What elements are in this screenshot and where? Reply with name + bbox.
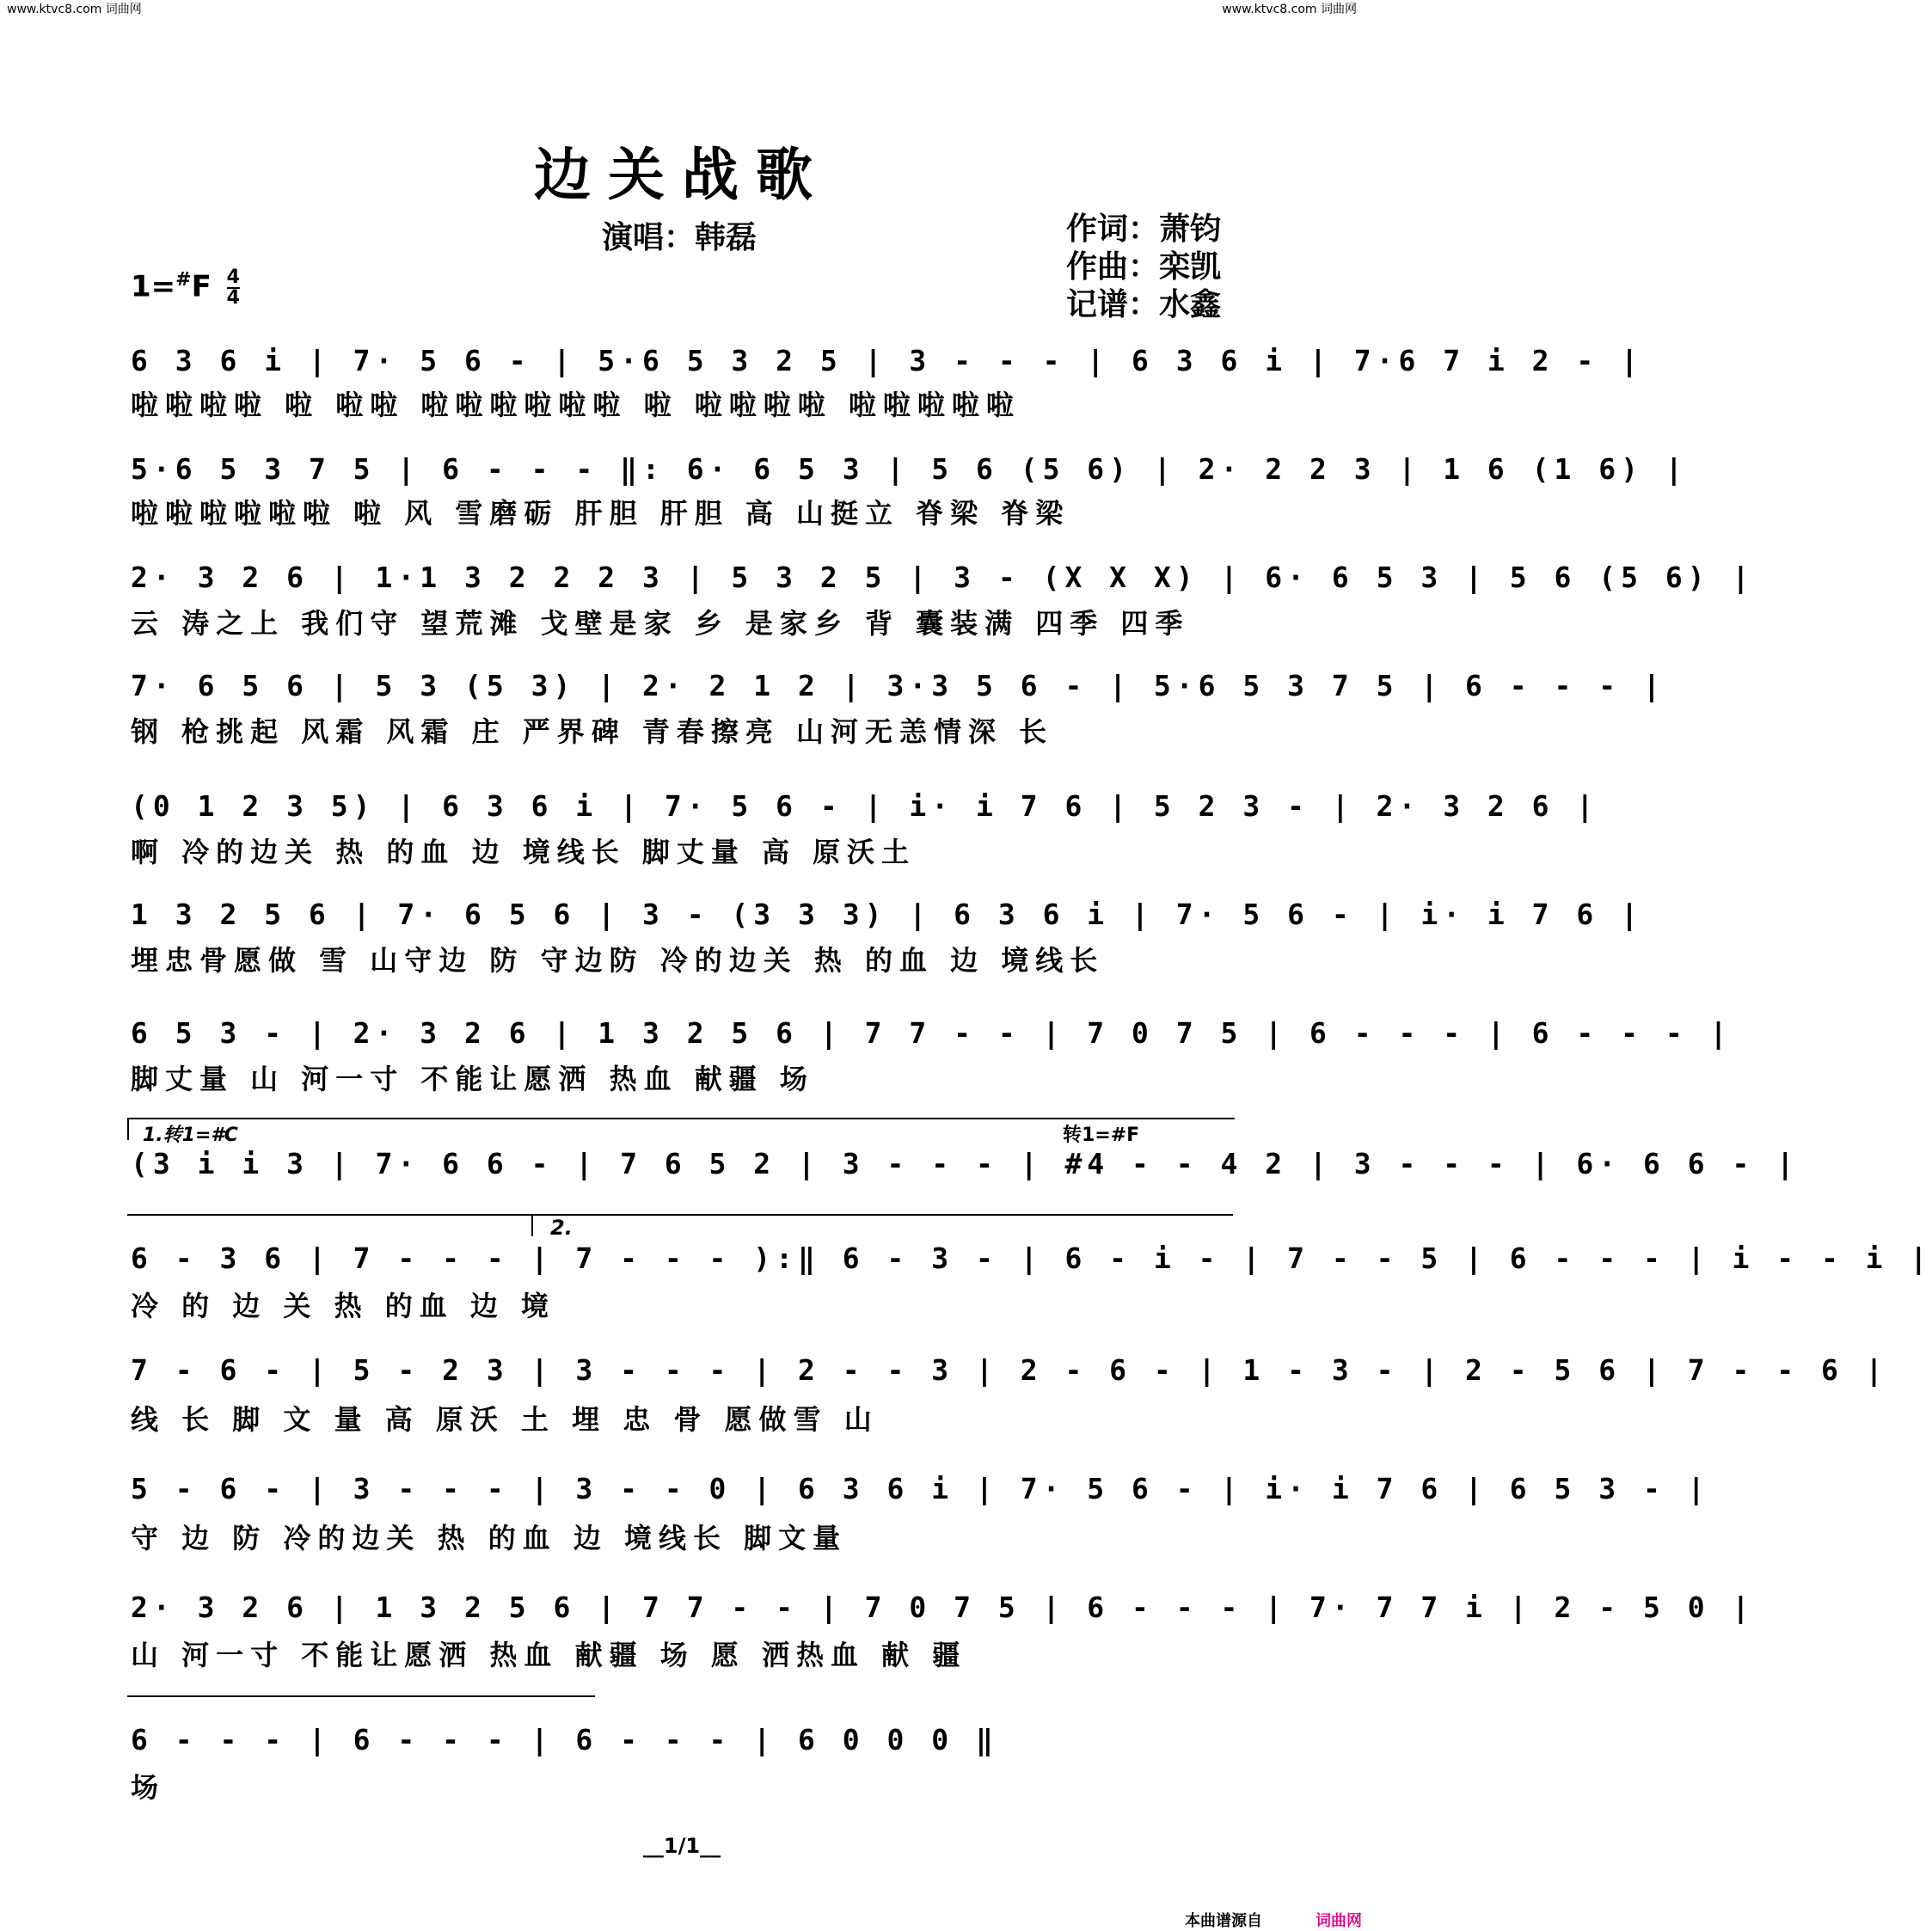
lyric-line: 守 边 防 冷的边关 热 的血 边 境线长 脚文量 [131,1522,848,1554]
lyric-line: 啦啦啦啦啦啦 啦 风 雪磨砺 肝胆 肝胆 高 山挺立 脊梁 脊梁 [131,497,1070,530]
notation-line: 2· 3 2 6 | 1·1 3 2 2 2 3 | 5 3 2 5 | 3 - (X X X) | 6· 6 5 3 | 5 6 (5 6) | [131,561,1755,594]
transcriber-credit: 记谱：水鑫 [1066,286,1222,322]
volta-bracket-tick [127,1118,129,1140]
volta-bracket-tick [531,1214,533,1236]
notation-line: 5·6 5 3 7 5 | 6 - - - ‖: 6· 6 5 3 | 5 6 (5 6) | 2· 2 2 3 | 1 6 (1 6) | [131,452,1688,486]
notation-line: (0 1 2 3 5) | 6 3 6 i | 7· 5 6 - | i· i 7 6 | 5 2 3 - | 2· 3 2 6 | [131,789,1599,823]
lyric-line: 埋忠骨愿做 雪 山守边 防 守边防 冷的边关 热 的血 边 境线长 [131,944,1105,977]
time-signature: $\frac{4}{4}$ [226,267,240,309]
composer-credit: 作曲：栾凯 [1066,248,1222,285]
site-watermark-left: www.ktvc8.com 词曲网 [7,3,142,16]
notation-line: 2· 3 2 6 | 1 3 2 5 6 | 7 7 - - | 7 0 7 5 | 6 - - - | 7· 7 7 i | 2 - 5 0 | [131,1591,1755,1624]
notation-line: 1 3 2 5 6 | 7· 6 5 6 | 3 - (3 3 3) | 6 3 6 i | 7· 5 6 - | i· i 7 6 | [131,898,1644,931]
lyric-line: 啊 冷的边关 热 的血 边 境线长 脚丈量 高 原沃土 [131,836,917,868]
notation-line: 6 - - - | 6 - - - | 6 - - - | 6 0 0 0 ‖ [131,1723,998,1756]
lyric-line: 山 河一寸 不能让愿洒 热血 献疆 场 愿 洒热血 献 疆 [131,1639,967,1671]
volta-second-label: 2. [550,1216,573,1240]
notation-line: 6 3 6 i | 7· 5 6 - | 5·6 5 3 2 5 | 3 - - - | 6 3 6 i | 7·6 7 i 2 - | [131,344,1644,377]
volta-bracket-line [127,1214,531,1216]
lyric-line: 冷 的 边 关 热 的血 边 境 [131,1290,555,1322]
lyric-line: 啦啦啦啦 啦 啦啦 啦啦啦啦啦啦 啦 啦啦啦啦 啦啦啦啦啦 [131,389,1021,421]
notation-line: 7· 6 5 6 | 5 3 (5 3) | 2· 2 1 2 | 3·3 5 6 - | 5·6 5 3 7 5 | 6 - - - | [131,669,1665,702]
notation-line: 7 - 6 - | 5 - 2 3 | 3 - - - | 2 - - 3 | 2 - 6 - | 1 - 3 - | 2 - 5 6 | 7 - - 6 | [131,1353,1888,1387]
footer-source-text: 本曲谱源自 [1185,1912,1262,1930]
volta-bracket-line [533,1214,1233,1216]
notation-line: 6 - 3 6 | 7 - - - | 7 - - - ):‖ 6 - 3 - | 6 - i - | 7 - - 5 | 6 - - - | i - - i | [131,1241,1932,1275]
song-title: 边关战歌 [534,141,830,208]
lyric-line: 钢 枪挑起 风霜 风霜 庄 严界碑 青春擦亮 山河无恙情深 长 [131,715,1054,748]
notation-line: 5 - 6 - | 3 - - - | 3 - - 0 | 6 3 6 i | 7· 5 6 - | i· i 7 6 | 6 5 3 - | [131,1472,1710,1505]
key-signature: 1=#F $\frac{4}{4}$ [131,267,240,309]
lyric-line: 云 涛之上 我们守 望荒滩 戈壁是家 乡 是家乡 背 囊装满 四季 四季 [131,607,1190,640]
key-change-label: 转1=#F [1063,1125,1140,1146]
lyric-line: 场 [131,1771,166,1804]
singer-credit: 演唱：韩磊 [602,219,757,255]
lyric-line: 线 长 脚 文 量 高 原沃 土 埋 忠 骨 愿做雪 山 [131,1403,879,1436]
notation-line: 6 5 3 - | 2· 3 2 6 | 1 3 2 5 6 | 7 7 - - | 7 0 7 5 | 6 - - - | 6 - - - | [131,1016,1733,1050]
lyric-line: 脚丈量 山 河一寸 不能让愿洒 热血 献疆 场 [131,1063,814,1095]
lyricist-credit: 作词：萧钧 [1066,211,1222,247]
volta-bracket-line [127,1118,1235,1119]
page-number: __1/1__ [642,1834,721,1858]
footer-site-link[interactable]: 词曲网 [1316,1912,1362,1930]
system-top-line [127,1695,595,1697]
notation-line: (3 i i 3 | 7· 6 6 - | 7 6 5 2 | 3 - - - | #4 - - 4 2 | 3 - - - | 6· 6 6 - | [131,1147,1800,1180]
site-watermark-right: www.ktvc8.com 词曲网 [1222,3,1357,16]
volta-first-label: 1.转1=#C [143,1125,238,1146]
